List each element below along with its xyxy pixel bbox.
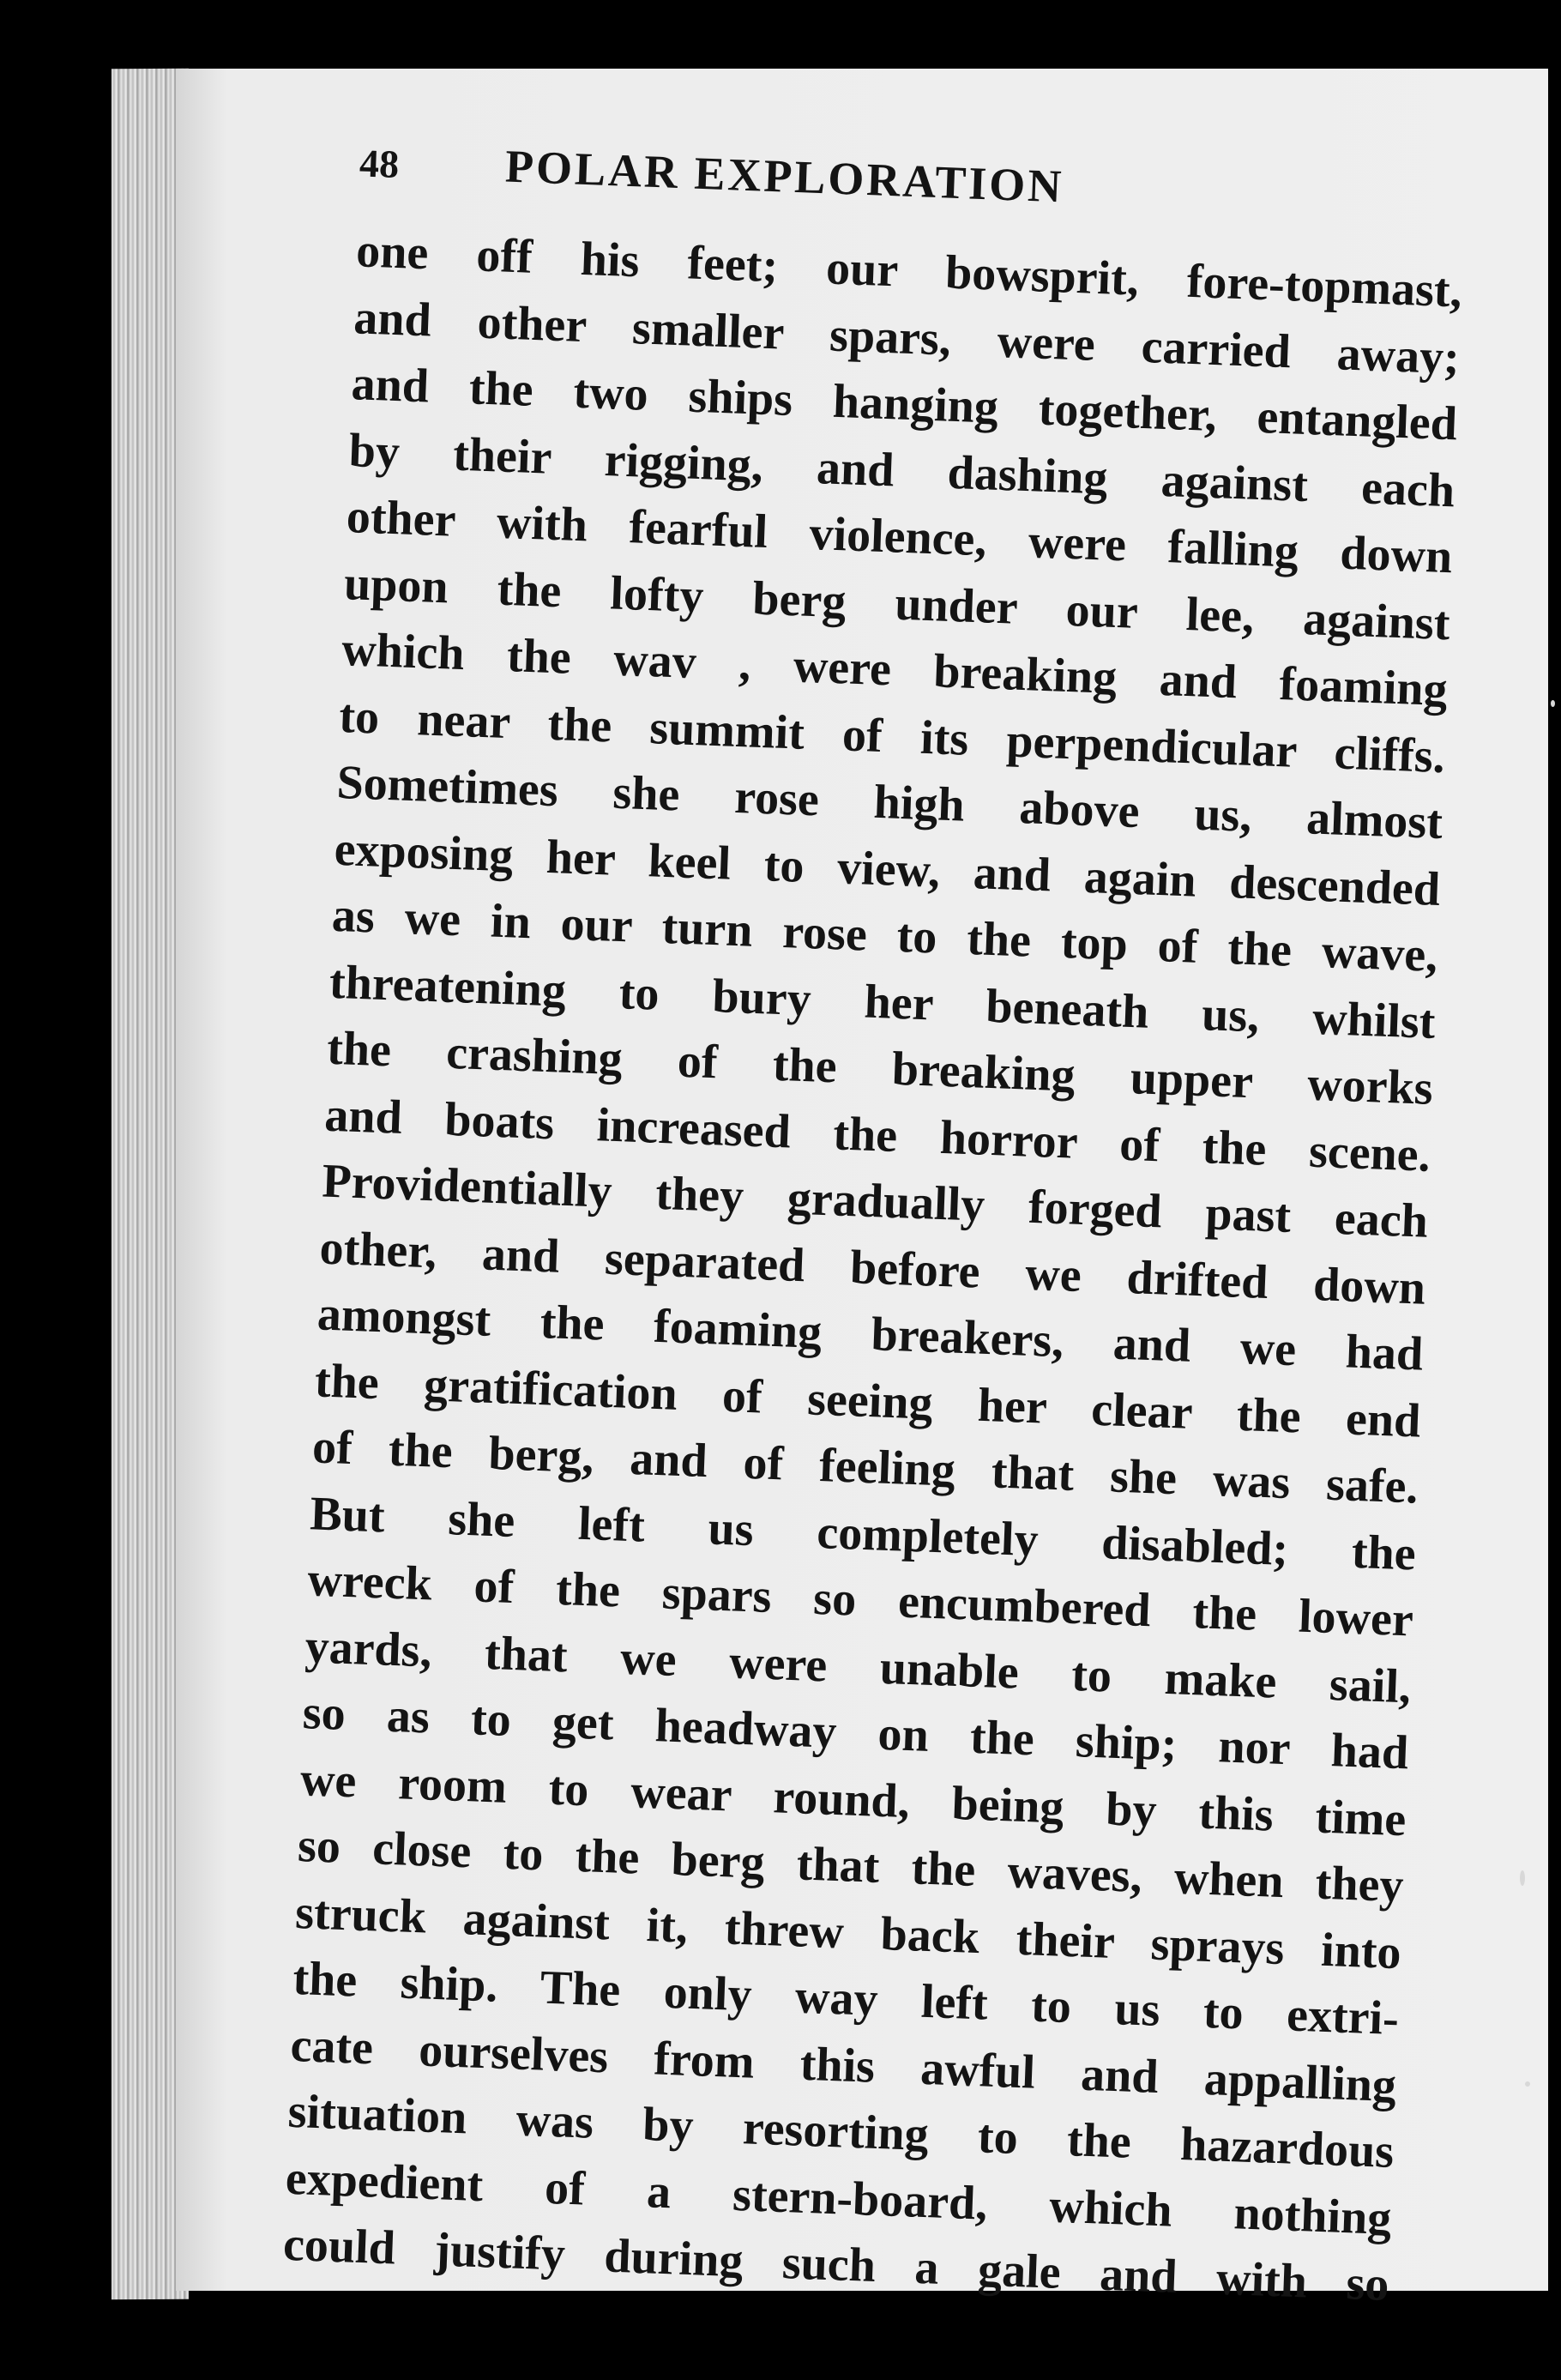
- text-line: and other smaller spars, were carried away;: [353, 290, 1461, 384]
- text-line: as we in our turn rose to the top of the wave,: [330, 888, 1439, 983]
- text-line: which the wav , were breaking and foaming: [341, 622, 1449, 717]
- running-head: POLAR EXPLORATION: [504, 140, 1065, 213]
- text-line: expedient of a stern-board, which nothing: [284, 2151, 1393, 2245]
- text-line: Providentially they gradually forged past each: [321, 1154, 1429, 1248]
- text-line: yards, that we were unable to make sail,: [304, 1619, 1413, 1713]
- body-text: [282, 218, 1463, 2318]
- text-line: other, and separated before we drifted down: [318, 1221, 1427, 1315]
- text-line: and the two ships hanging together, entangled: [350, 357, 1459, 451]
- text-line: the crashing of the breaking upper works: [326, 1021, 1434, 1115]
- scan-speck: [1551, 700, 1555, 707]
- text-line: wreck of the spars so encumbered the lower: [306, 1553, 1414, 1647]
- scan-speck: [1525, 2081, 1530, 2087]
- text-line: so as to get headway on the ship; nor had: [301, 1686, 1410, 1780]
- text-line: we room to wear round, being by this time: [298, 1752, 1407, 1846]
- page-number: 48: [359, 141, 401, 187]
- text-line: upon the lofty berg under our lee, against: [343, 556, 1451, 650]
- text-line: cate ourselves from this awful and appalling: [289, 2018, 1398, 2112]
- text-line: and boats increased the horror of the scene.: [323, 1088, 1431, 1182]
- text-line: But she left us completely disabled; the: [309, 1486, 1417, 1581]
- text-line: situation was by resorting to the hazardous: [286, 2084, 1395, 2179]
- text-line: one off his feet; our bowsprit, fore-topmast,: [355, 224, 1463, 318]
- text-line: Sometimes she rose high above us, almost: [335, 755, 1444, 850]
- text-line: amongst the foaming breakers, and we had: [316, 1287, 1425, 1381]
- text-line: of the berg, and of feeling that she was safe.: [311, 1420, 1419, 1514]
- text-line: so close to the berg that the waves, when they: [297, 1819, 1405, 1913]
- text-line: to near the summit of its perpendicular cliffs.: [338, 689, 1446, 783]
- text-line: other with fearful violence, were falling down: [345, 490, 1454, 584]
- text-line: could justify during such a gale and with so: [282, 2217, 1390, 2311]
- text-line: the ship. The only way left to us to extri-: [292, 1951, 1400, 2046]
- text-line: struck against it, threw back their sprays into: [294, 1885, 1402, 1979]
- text-line: the gratification of seeing her clear the end: [314, 1353, 1422, 1448]
- text-line: by their rigging, and dashing against each: [347, 423, 1456, 517]
- scan-speck: [1520, 1870, 1525, 1886]
- page-text-block: [282, 134, 1467, 2311]
- text-line: exposing her keel to view, and again descended: [333, 822, 1442, 916]
- text-line: threatening to bury her beneath us, whilst: [328, 955, 1437, 1049]
